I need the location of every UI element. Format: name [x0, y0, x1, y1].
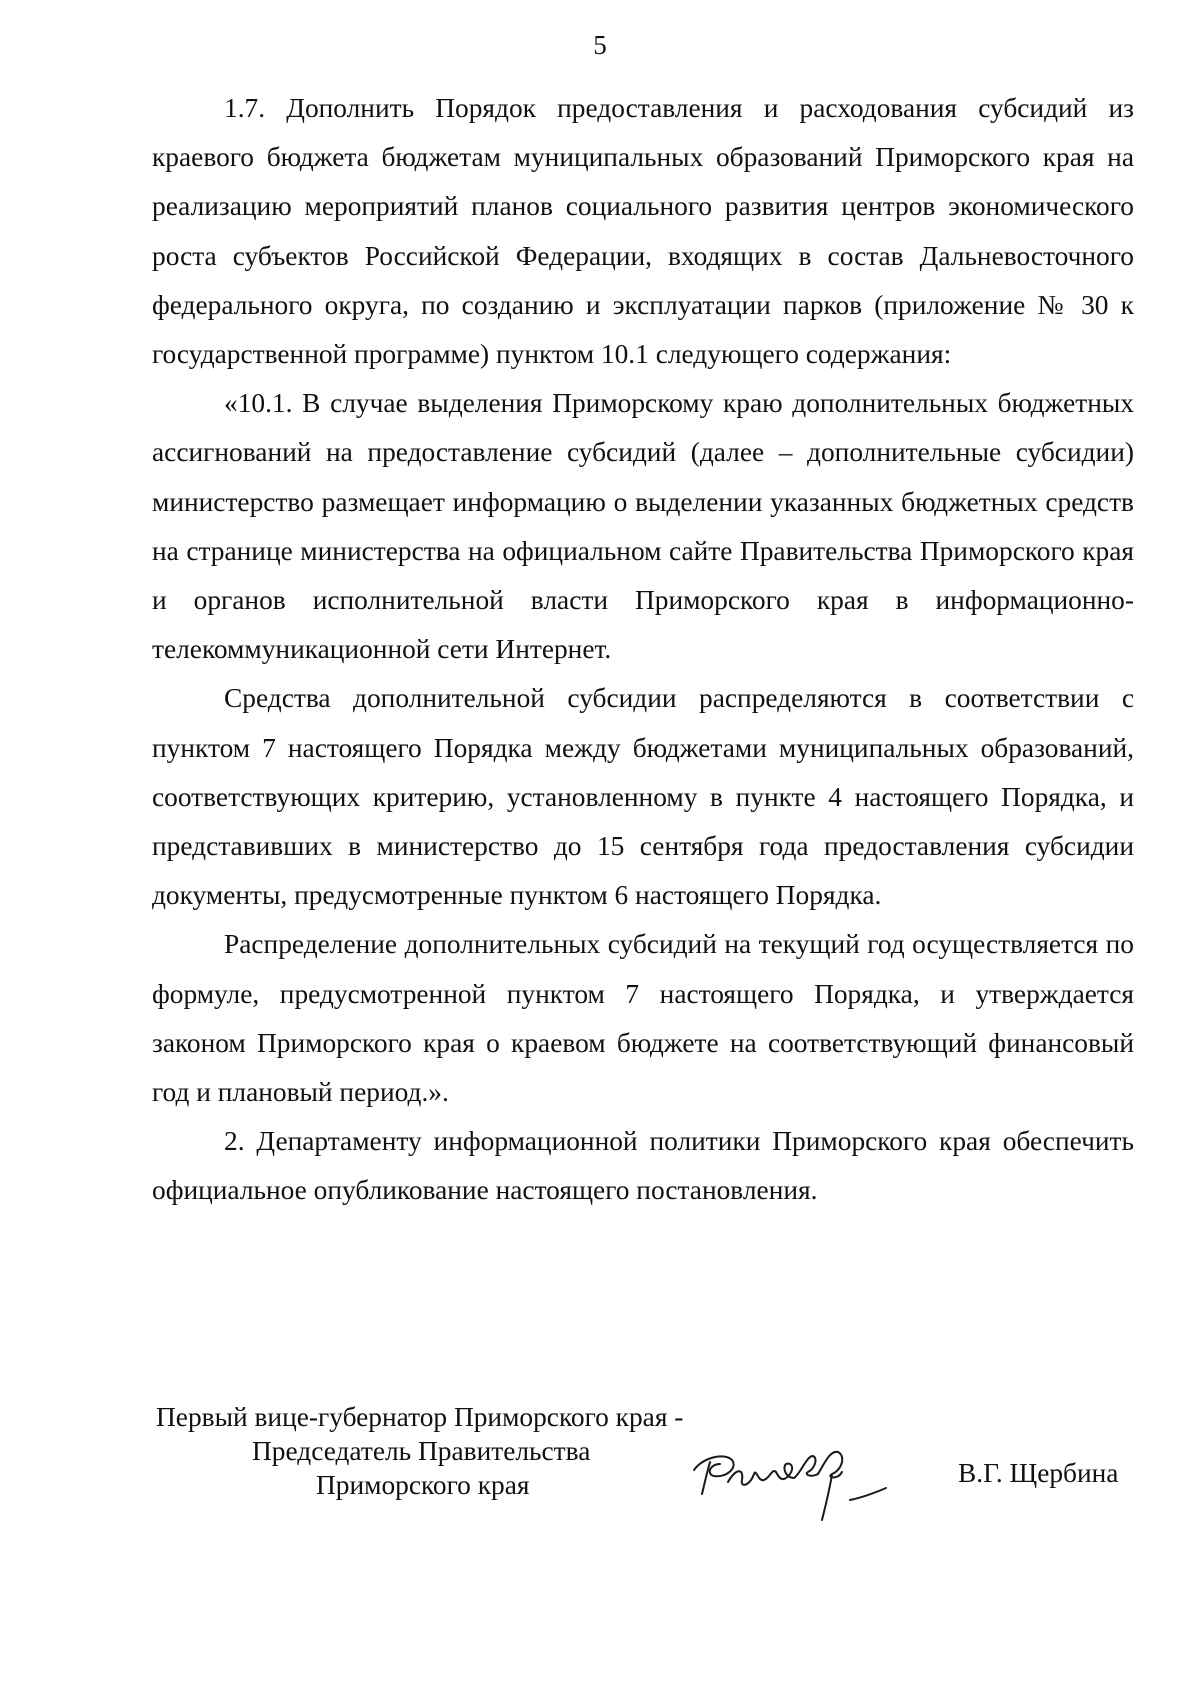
page-number: 5 — [593, 30, 607, 60]
signature-block — [0, 1400, 1200, 1540]
document-body — [152, 84, 1134, 1216]
signatory-title-line-2: Председатель Правительства — [252, 1436, 591, 1466]
handwritten-signature — [680, 1428, 940, 1528]
signatory-name: В.Г. Щербина — [958, 1458, 1119, 1488]
paragraph-publication: 2. Департаменту информационной политики Приморского края обеспечить официальное опубликование настоящего постановления. — [152, 1126, 1134, 1206]
paragraph-point-10-1: «10.1. В случае выделения Приморскому краю дополнительных бюджетных ассигнований на предоставление субсидий (далее – дополнительные субсидии) министерство размещает информацию о выделении указанных бюджетных средств на странице министерства на официальном сайте Правительства Приморского края и органов исполнительной власти Приморского края в информационно-телекоммуникационной сети Интернет. — [152, 388, 1134, 665]
paragraph-formula: Распределение дополнительных субсидий на текущий год осуществляется по формуле, предусмотренной пунктом 7 настоящего Порядка, и утверждается законом Приморского края о краевом бюджете на соответствующий финансовый год и плановый период.». — [152, 929, 1134, 1108]
signatory-title-line-1: Первый вице-губернатор Приморского края - — [156, 1402, 684, 1432]
paragraph-distribution: Средства дополнительной субсидии распределяются в соответствии с пунктом 7 настоящего Порядка между бюджетами муниципальных образований, соответствующих критерию, установленному в пункте 4 настоящего Порядка, и представивших в министерство до 15 сентября года предоставления субсидии документы, предусмотренные пунктом 6 настоящего Порядка. — [152, 683, 1134, 911]
signatory-title-line-3: Приморского края — [316, 1470, 530, 1500]
paragraph-amendment-1-7: 1.7. Дополнить Порядок предоставления и расходования субсидий из краевого бюджета бюджетам муниципальных образований Приморского края на реализацию мероприятий планов социального развития центров экономического роста субъектов Российской Федерации, входящих в состав Дальневосточного федерального округа, по созданию и эксплуатации парков (приложение № 30 к государственной программе) пунктом 10.1 следующего содержания: — [152, 93, 1134, 370]
